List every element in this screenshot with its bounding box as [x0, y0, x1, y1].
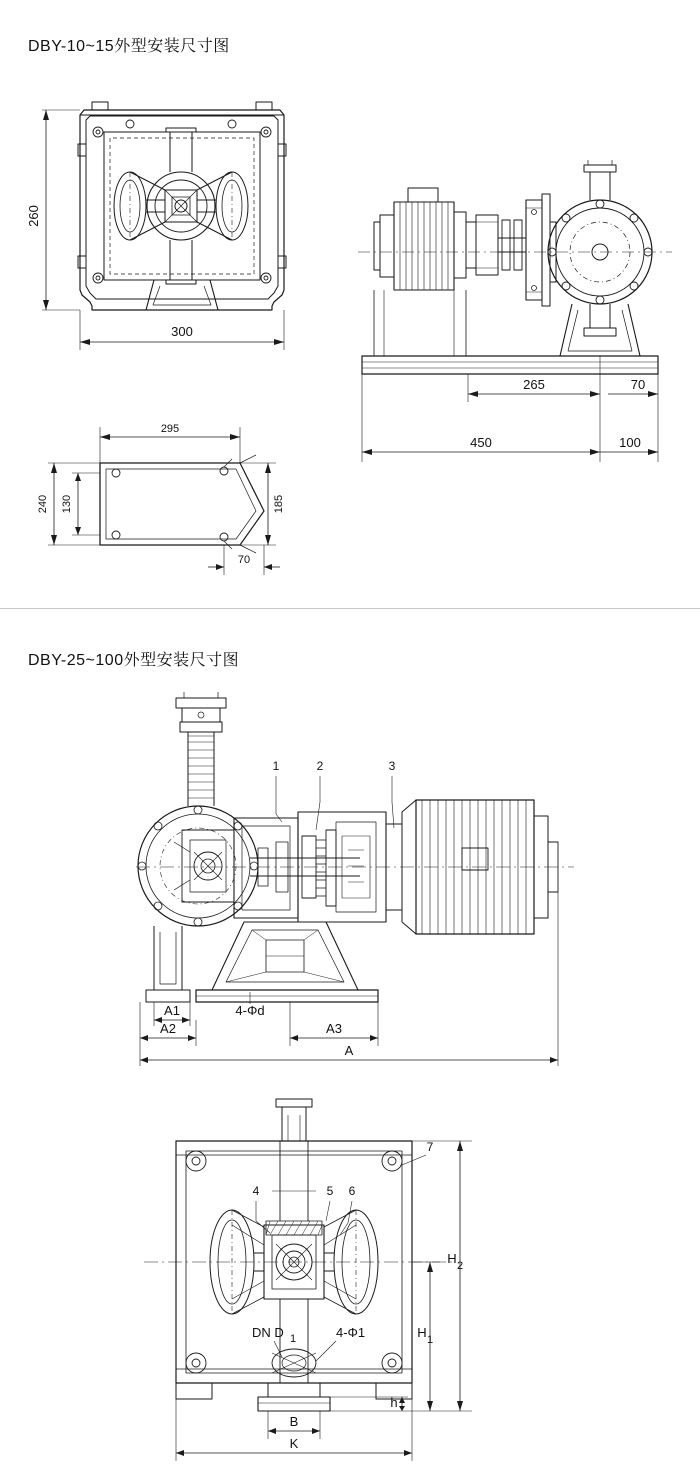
callout-3: 3 [388, 759, 396, 773]
dim-value-a3: A3 [326, 1021, 342, 1036]
callout-6: 6 [348, 1184, 356, 1198]
figure-front-assembly-dby-25-100 [140, 1095, 520, 1465]
dim-value-h1: H [417, 1325, 427, 1340]
callout-2: 2 [316, 759, 324, 773]
dim-value-a2: A2 [160, 1021, 176, 1036]
dim-sub-dn-d1: 1 [290, 1333, 297, 1345]
dim-value-a: A [344, 1043, 354, 1058]
dim-value-b: B [289, 1414, 299, 1429]
dim-value-4-phi-d: 4-Φd [235, 1003, 265, 1018]
dim-value-70: 70 [630, 377, 646, 392]
figure-side-view-dby-10-15 [350, 160, 680, 480]
dim-value-4-phi-1: 4-Φ1 [336, 1325, 366, 1340]
callout-1: 1 [272, 759, 280, 773]
section-divider [0, 608, 700, 609]
dim-value-100: 100 [619, 435, 641, 450]
dim-value-h: h [390, 1395, 398, 1410]
dim-sub-h2: 2 [456, 1260, 464, 1272]
dim-value-450: 450 [470, 435, 492, 450]
dim-value-130: 130 [61, 494, 73, 514]
section-title-dby-10-15: DBY-10~15外型安装尺寸图 [28, 38, 230, 55]
callout-4: 4 [252, 1184, 260, 1198]
dim-value-dn-d1: DN D [252, 1325, 284, 1340]
dim-value-260: 260 [26, 205, 41, 227]
dim-value-h2: H [447, 1251, 457, 1266]
dim-value-70-top: 70 [237, 554, 251, 566]
callout-7: 7 [426, 1140, 434, 1154]
figure-front-view-dby-10-15 [20, 80, 340, 370]
section-title-dby-25-100: DBY-25~100外型安装尺寸图 [28, 652, 240, 669]
dim-value-240: 240 [37, 494, 49, 514]
figure-side-assembly-dby-25-100 [130, 690, 580, 1070]
dim-value-300: 300 [171, 324, 193, 339]
dim-value-295: 295 [160, 423, 180, 435]
figure-top-view-dby-10-15 [28, 415, 318, 595]
callout-5: 5 [326, 1184, 334, 1198]
dim-value-185: 185 [273, 494, 285, 514]
dim-value-a1: A1 [164, 1003, 180, 1018]
dim-value-k: K [289, 1436, 299, 1451]
dim-value-265: 265 [523, 377, 545, 392]
dim-sub-h1: 1 [426, 1334, 434, 1346]
